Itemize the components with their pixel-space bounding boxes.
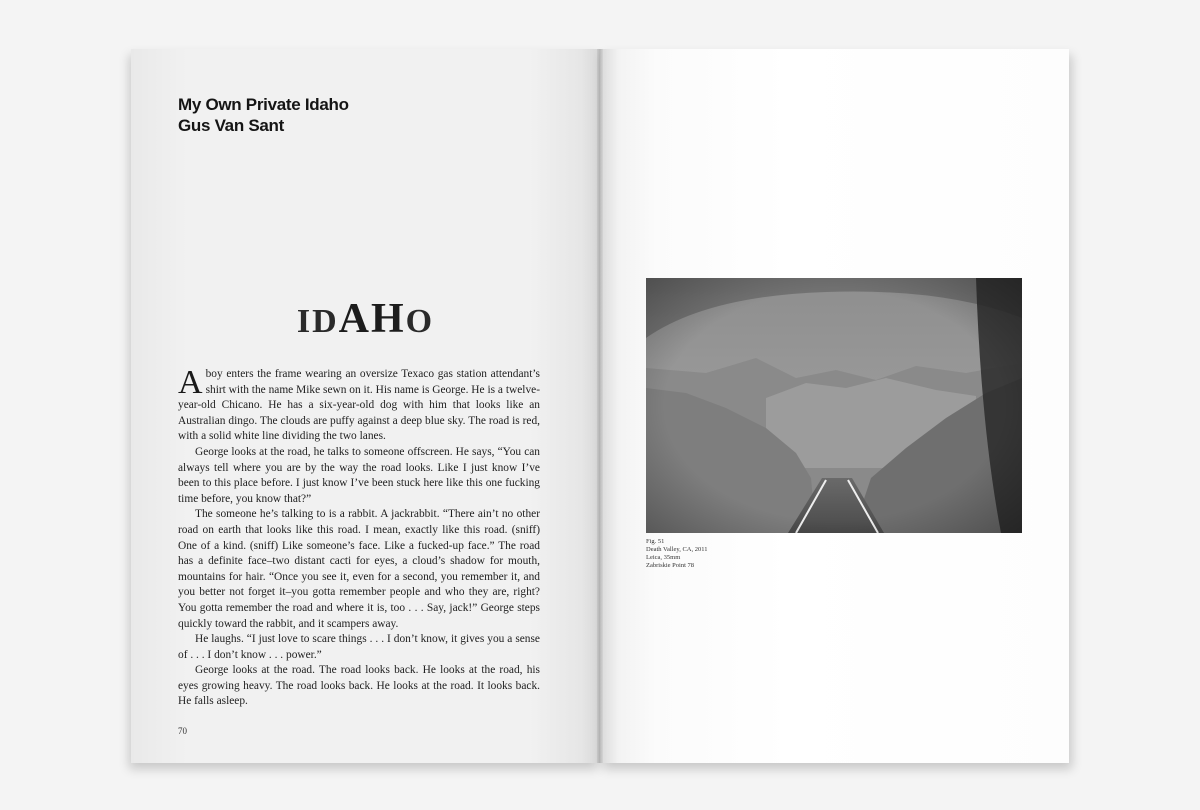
book-spread <box>131 49 1069 763</box>
paragraph-5: George looks at the road. The road looks back. He looks at the road, his eyes growing heavy. The road looks back. He looks at the road. It looks back. He falls asleep. <box>178 664 540 708</box>
caption-title: Zabriskie Point 78 <box>646 562 695 569</box>
drop-cap: A <box>178 364 203 401</box>
paragraph-1 <box>178 364 540 445</box>
paragraph-1-text: boy enters the frame wearing an oversize Texaco gas station attendant’s shirt with the name Mike sewn on it. His name is George. He is a twelve-year-old Chicano. He has a six-year-old dog with him that looks like an Australian dingo. The clouds are puffy against a deep blue sky. The road is red, with a solid white line dividing the two lanes. <box>178 368 540 443</box>
running-title <box>178 94 349 136</box>
chapter-title-post: O <box>405 303 435 340</box>
director-line: Gus Van Sant <box>178 116 284 135</box>
book-gutter <box>597 49 603 763</box>
film-title-line: My Own Private Idaho <box>178 95 349 114</box>
right-page <box>600 49 1069 763</box>
chapter-title-pre: ID <box>296 303 339 340</box>
paragraph-3: The someone he’s talking to is a rabbit. A jackrabbit. “There ain’t no other road on earth that looks like this road. I mean, exactly like this road. (sniff) One of a kind. (sniff) Like someone’s face. Like a fucked-up face.” The road has a definite face–two distant cacti for eyes, a cloud’s shadow for mouth, mountains for hair. “Once you see it, even for a second, you remember it, and you better not forget it–you gotta remember people and who they are, right? You gotta remember the road and where it is, too . . . Say, jack!” George steps quickly toward the rabbit, and it scampers away. <box>178 508 540 630</box>
paragraph-4: He laughs. “I just love to scare things . . . I don’t know, it gives you a sense of . . . I don’t know . . . power.” <box>178 633 540 661</box>
road-photo-illustration <box>646 278 1022 533</box>
left-page <box>131 49 600 763</box>
paragraph-2: George looks at the road, he talks to someone offscreen. He says, “You can always tell where you are by the way the road looks. Like I just know I’ve been to this place before. I just know I’ve been stuck here like this one fucking time before, you know that?” <box>178 445 540 505</box>
caption-location: Death Valley, CA, 2011 <box>646 546 708 553</box>
caption-camera: Leica, 35mm <box>646 554 681 561</box>
body-text <box>178 364 540 710</box>
page-number: 70 <box>178 726 187 736</box>
chapter-title-big: AH <box>338 296 406 342</box>
road-photograph <box>646 278 1022 533</box>
caption-figure-number: Fig. 51 <box>646 538 665 545</box>
chapter-title <box>131 295 600 343</box>
photo-caption <box>646 538 708 570</box>
